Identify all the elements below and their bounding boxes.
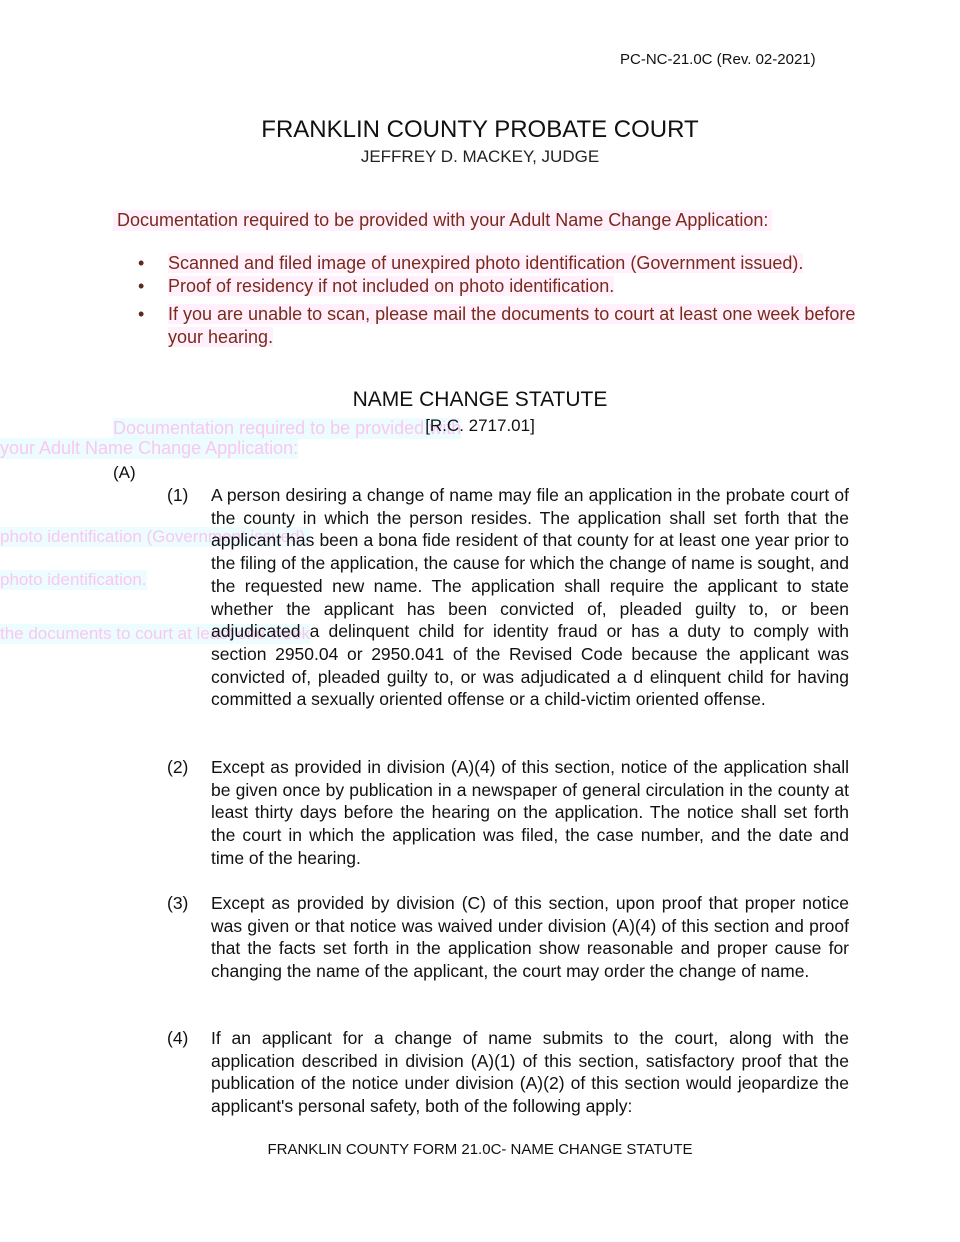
bullet-icon: • (138, 276, 145, 296)
paragraph-text: Except as provided by division (C) of this section, upon proof that proper notice was given or that notice was waived under division (A)(4) of this section and proof that the facts set forth in the application show reasonable and proper cause for changing the name of the applicant, the court may order the change of name. (211, 893, 849, 982)
statute-paragraph (167, 756, 849, 870)
paragraph-number: (4) (167, 1028, 189, 1048)
court-title: FRANKLIN COUNTY PROBATE COURT (261, 116, 699, 143)
documentation-item (138, 275, 858, 298)
paragraph-text: A person desiring a change of name may file an application in the probate court of the county in which the person resides. The application shall set forth that the applicant has been a bona fide resident of that county for at least one year prior to the filing of the application, the cause for which the change of name is sought, and the requested new name. The application shall require the applicant to state whether the applicant has been convicted of, pleaded guilty to, or been adjudicated a delinquent child for identity fraud or has a duty to comply with section 2950.04 or 2950.041 of the Revised Code because the applicant was convicted of, pleaded guilty to, or was adjudicated a d elinquent child for having committed a sexually oriented offense or a child-victim oriented offense. (211, 485, 849, 710)
documentation-item (138, 252, 858, 275)
statute-reference: [R.C. 2717.01] (425, 416, 535, 435)
page-footer: FRANKLIN COUNTY FORM 21.0C- NAME CHANGE STATUTE (267, 1141, 693, 1158)
documentation-item-text: Proof of residency if not included on photo identification. (168, 276, 615, 296)
paragraph-text: Except as provided in division (A)(4) of this section, notice of the application shall be given once by publication in a newspaper of general circulation in the county at least thirty days before the hearing on the application. The notice shall set forth the court in which the application was filed, the case number, and the date and time of the hearing. (211, 757, 849, 868)
ghost-artifact: photo identification (Government issued). (0, 527, 310, 546)
bullet-icon: • (138, 304, 145, 324)
ghost-artifact: Documentation required to be provided with (113, 418, 462, 438)
paragraph-number: (3) (167, 893, 189, 913)
statute-paragraph (167, 484, 849, 711)
judge-name: JEFFREY D. MACKEY, JUDGE (360, 147, 600, 166)
statute-paragraph (167, 1027, 849, 1118)
bullet-icon: • (138, 253, 145, 273)
form-code: PC-NC-21.0C (Rev. 02-2021) (620, 51, 816, 68)
documentation-intro: Documentation required to be provided with your Adult Name Change Application: (113, 210, 772, 231)
division-label: (A) (113, 463, 136, 482)
paragraph-text: If an applicant for a change of name submits to the court, along with the application described in division (A)(1) of this section, satisfactory proof that the publication of the notice under division (A)(2) of this section would jeopardize the applicant's personal safety, both of the following apply: (211, 1028, 849, 1117)
documentation-item-text: If you are unable to scan, please mail the documents to court at least one week before your hearing. (168, 304, 856, 347)
ghost-artifact: photo identification. (0, 570, 147, 589)
paragraph-number: (1) (167, 485, 189, 505)
statute-title: NAME CHANGE STATUTE (352, 388, 608, 411)
ghost-artifact: your Adult Name Change Application: (0, 438, 299, 458)
documentation-item (138, 303, 858, 349)
paragraph-number: (2) (167, 757, 189, 777)
ghost-artifact: the documents to court at least one week (0, 624, 310, 643)
documentation-item-text: Scanned and filed image of unexpired photo identification (Government issued). (168, 253, 804, 273)
statute-paragraph (167, 892, 849, 983)
documentation-list (138, 252, 858, 349)
